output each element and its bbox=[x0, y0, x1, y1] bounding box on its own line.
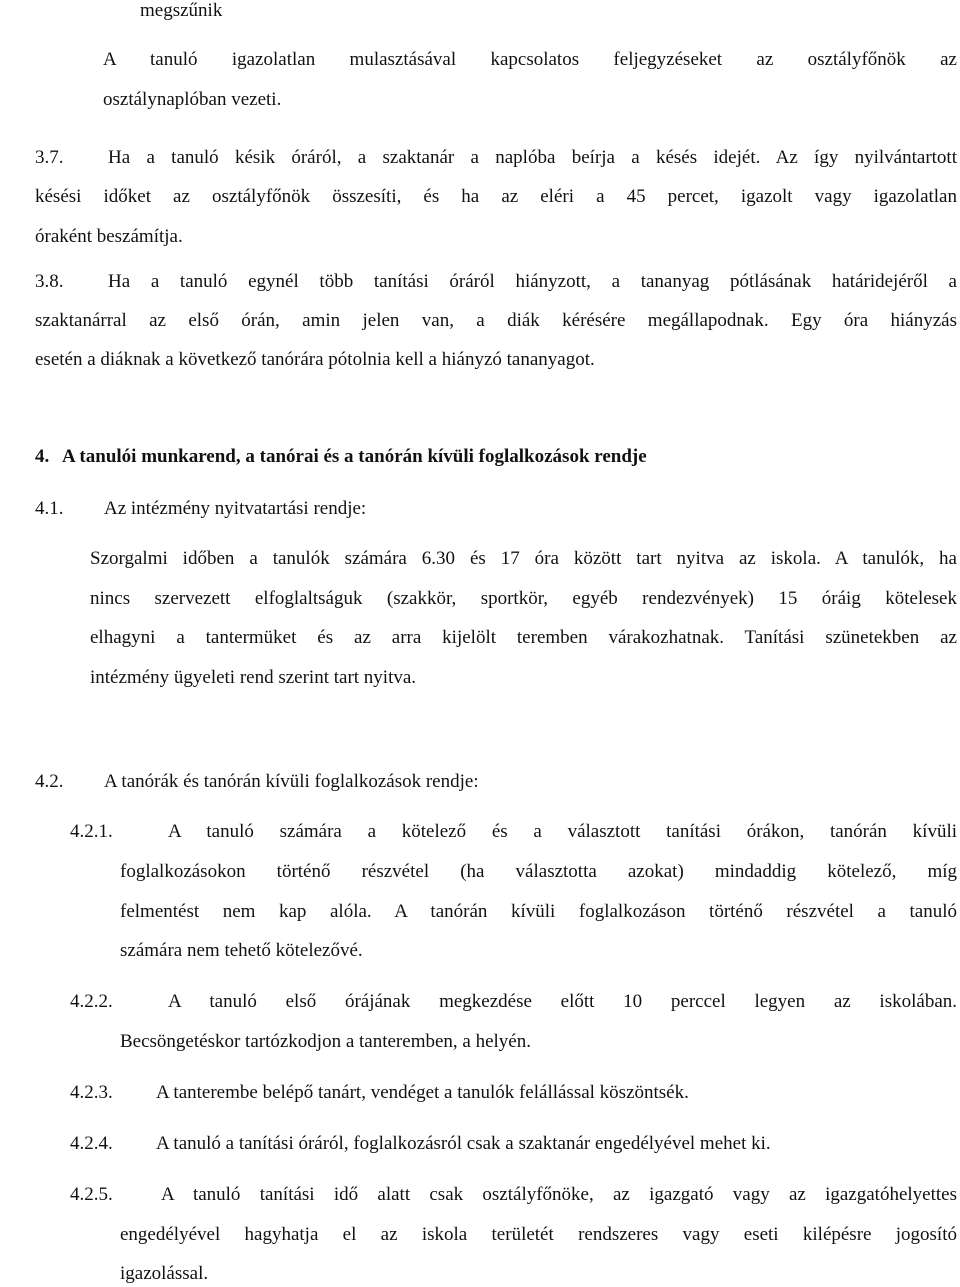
section-number: 4.1. bbox=[35, 498, 64, 519]
section-number: 4.2.1. bbox=[70, 821, 113, 842]
section-number: 4.2. bbox=[35, 771, 64, 792]
paragraph-line: számára nem tehető kötelezővé. bbox=[120, 940, 363, 961]
chapter-number: 4. bbox=[35, 446, 50, 467]
paragraph-line: Szorgalmi időben a tanulók számára 6.30 és 17 óra között tart nyitva az iskola. A tanulók, ha bbox=[90, 548, 957, 569]
paragraph-line: szaktanárral az első órán, amin jelen van, a diák kérésére megállapodnak. Egy óra hiányzás bbox=[35, 310, 957, 331]
paragraph-line: Ha a tanuló egynél több tanítási óráról hiányzott, a tananyag pótlásának határidejéről a bbox=[108, 271, 957, 292]
section-number: 4.2.5. bbox=[70, 1184, 113, 1205]
paragraph-line: A tanuló számára a kötelező és a választott tanítási órákon, tanórán kívüli bbox=[168, 821, 957, 842]
text-fragment: megszűnik bbox=[140, 0, 223, 21]
section-title: Az intézmény nyitvatartási rendje: bbox=[104, 498, 367, 519]
paragraph-line: igazolással. bbox=[120, 1263, 209, 1284]
paragraph-line: esetén a diáknak a következő tanórára pótolnia kell a hiányzó tananyagot. bbox=[35, 349, 595, 370]
paragraph-line: óraként beszámítja. bbox=[35, 226, 183, 247]
section-number: 3.8. bbox=[35, 271, 64, 292]
paragraph-line: Ha a tanuló késik óráról, a szaktanár a naplóba beírja a késés idejét. Az így nyilvántartott bbox=[108, 147, 957, 168]
paragraph-line: A tanuló első órájának megkezdése előtt 10 perccel legyen az iskolában. bbox=[168, 991, 957, 1012]
paragraph-line: késési időket az osztályfőnök összesíti, és ha az eléri a 45 percet, igazolt vagy igazolatlan bbox=[35, 186, 957, 207]
paragraph-line: A tanuló tanítási idő alatt csak osztályfőnöke, az igazgató vagy az igazgatóhelyettes bbox=[161, 1184, 957, 1205]
paragraph-line: nincs szervezett elfoglaltságuk (szakkör, sportkör, egyéb rendezvények) 15 óráig kötelesek bbox=[90, 588, 957, 609]
section-number: 4.2.4. bbox=[70, 1133, 113, 1154]
section-number: 4.2.3. bbox=[70, 1082, 113, 1103]
paragraph-line: engedélyével hagyhatja el az iskola területét rendszeres vagy eseti kilépésre jogosító bbox=[120, 1224, 957, 1245]
paragraph-line: foglalkozásokon történő részvétel (ha választotta azokat) mindaddig kötelező, míg bbox=[120, 861, 957, 882]
paragraph-line: A tanuló igazolatlan mulasztásával kapcsolatos feljegyzéseket az osztályfőnök az bbox=[103, 49, 957, 70]
paragraph-line: osztálynaplóban vezeti. bbox=[103, 89, 282, 110]
section-number: 4.2.2. bbox=[70, 991, 113, 1012]
section-number: 3.7. bbox=[35, 147, 64, 168]
paragraph-line: Becsöngetéskor tartózkodjon a tanteremben, a helyén. bbox=[120, 1031, 531, 1052]
paragraph-line: intézmény ügyeleti rend szerint tart nyitva. bbox=[90, 667, 417, 688]
chapter-title: A tanulói munkarend, a tanórai és a tanórán kívüli foglalkozások rendje bbox=[62, 446, 647, 467]
section-title: A tanórák és tanórán kívüli foglalkozások rendje: bbox=[104, 771, 479, 792]
paragraph-line: A tanterembe belépő tanárt, vendéget a tanulók felállással köszöntsék. bbox=[156, 1082, 689, 1103]
paragraph-line: elhagyni a tantermüket és az arra kijelölt teremben várakozhatnak. Tanítási szünetekben az bbox=[90, 627, 957, 648]
paragraph-line: felmentést nem kap alóla. A tanórán kívüli foglalkozáson történő részvétel a tanuló bbox=[120, 901, 957, 922]
paragraph-line: A tanuló a tanítási óráról, foglalkozásról csak a szaktanár engedélyével mehet ki. bbox=[156, 1133, 771, 1154]
